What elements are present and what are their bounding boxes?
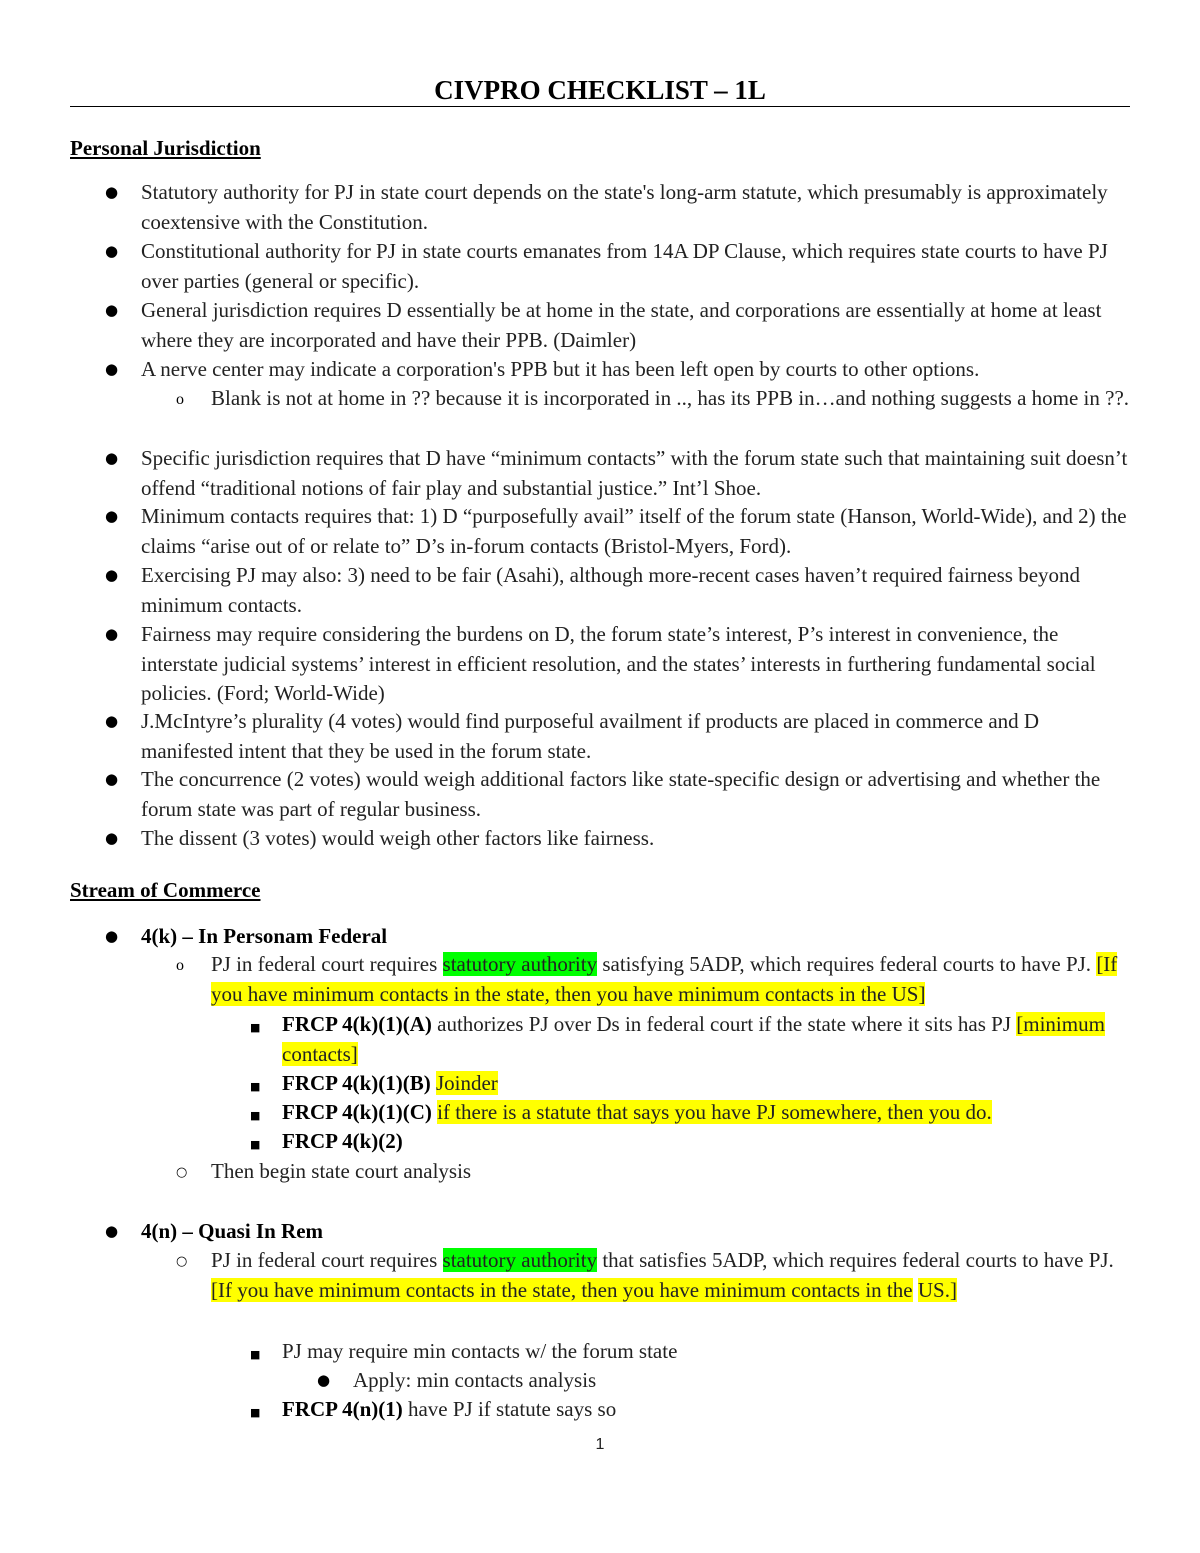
highlight-yellow: [If you have minimum contacts in the state, then you have minimum contacts in the US] bbox=[211, 952, 1118, 1006]
list-item: ● Statutory authority for PJ in state court depends on the state's long-arm statute, which presumably is approximately coextensive with the Constitution. bbox=[105, 180, 1108, 234]
bullet-circle-icon: o bbox=[176, 957, 184, 974]
list-item: ○ Then begin state court analysis bbox=[211, 1157, 1130, 1187]
list-item: ● The dissent (3 votes) would weigh other factors like fairness. bbox=[141, 824, 1130, 854]
highlight-green: statutory authority bbox=[442, 1248, 598, 1272]
list-item: o Blank is not at home in ?? because it is incorporated in .., has its PPB in…and nothing suggests a home in ??. bbox=[211, 384, 1130, 414]
list-item: ● The concurrence (2 votes) would weigh additional factors like state-specific design or advertising and whether the forum state was part of regular business. bbox=[105, 767, 1101, 821]
section-heading-personal-jurisdiction: Personal Jurisdiction bbox=[70, 136, 261, 160]
bullet-circle-bold-icon: ○ bbox=[176, 1165, 188, 1180]
list-item bbox=[105, 922, 1130, 952]
bullet-square-icon: ■ bbox=[250, 1406, 261, 1419]
list-item: ● Constitutional authority for PJ in state courts emanates from 14A DP Clause, which requires state courts to have PJ over parties (general or specific). bbox=[105, 239, 1108, 293]
list-item: ■ FRCP 4(k)(1)(A) authorizes PJ over Ds in federal court if the state where it sits has PJ [minimum contacts] bbox=[250, 1012, 1105, 1066]
bullet-dot-icon: ● bbox=[105, 829, 119, 847]
bullet-square-icon: ■ bbox=[250, 1109, 261, 1122]
list-item: ● J.McIntyre’s plurality (4 votes) would find purposeful availment if products are placed in commerce and D manifested intent that they be used in the forum state. bbox=[105, 709, 1040, 763]
bullet-dot-icon: ● bbox=[105, 507, 119, 525]
subsection-heading-4k: 4(k) – In Personam Federal bbox=[141, 924, 388, 948]
bullet-dot-icon: ● bbox=[105, 242, 119, 260]
list-item: ● Fairness may require considering the burdens on D, the forum state’s interest, P’s interest in convenience, the interstate judicial systems’ interest in efficient resolution, and the states’ interests in furthering fundamental social policies. (Ford; World-Wide) bbox=[105, 622, 1096, 705]
list-item: ● General jurisdiction requires D essentially be at home in the state, and corporations are essentially at home at least where they are incorporated and have their PPB. (Daimler) bbox=[105, 298, 1102, 352]
list-item: ● Specific jurisdiction requires that D have “minimum contacts” with the forum state such that maintaining suit doesn’t offend “traditional notions of fair play and substantial justice.” Int’l Shoe. bbox=[105, 446, 1128, 500]
list-item: ■ FRCP 4(k)(1)(C) if there is a statute that says you have PJ somewhere, then you do. bbox=[282, 1098, 1130, 1128]
subsection-heading-4n: 4(n) – Quasi In Rem bbox=[141, 1219, 324, 1243]
bullet-square-icon: ■ bbox=[250, 1348, 261, 1361]
bullet-dot-icon: ● bbox=[105, 625, 119, 643]
highlight-yellow: Joinder bbox=[435, 1071, 498, 1095]
list-item: ○ PJ in federal court requires statutory authority that satisfies 5ADP, which requires federal courts to have PJ. [If you have minimum contacts in the state, then you have minimum contacts in the US.] bbox=[176, 1248, 1114, 1302]
highlight-yellow: [If you have minimum contacts in the state, then you have minimum contacts in the bbox=[211, 1277, 913, 1302]
bullet-dot-icon: ● bbox=[105, 360, 119, 378]
bullet-circle-bold-icon: ○ bbox=[176, 1254, 188, 1269]
bullet-square-icon: ■ bbox=[250, 1021, 261, 1034]
list-item: ■ FRCP 4(k)(2) bbox=[282, 1127, 1130, 1157]
highlight-yellow: if there is a statute that says you have PJ somewhere, then you do. bbox=[437, 1100, 992, 1124]
section-heading-stream-of-commerce: Stream of Commerce bbox=[70, 878, 261, 902]
list-item: ■ FRCP 4(n)(1) have PJ if statute says so bbox=[282, 1395, 1130, 1425]
bullet-dot-icon: ● bbox=[105, 566, 119, 584]
bullet-dot-icon: ● bbox=[105, 301, 119, 319]
document-title: CIVPRO CHECKLIST – 1L bbox=[434, 75, 766, 105]
page-number: 1 bbox=[595, 1436, 605, 1453]
bullet-dot-icon: ● bbox=[105, 712, 119, 730]
bullet-dot-icon: ● bbox=[105, 449, 119, 467]
bullet-dot-icon: ● bbox=[105, 183, 119, 201]
bullet-dot-icon: ● bbox=[105, 770, 119, 788]
list-item: o PJ in federal court requires statutory authority satisfying 5ADP, which requires federal courts to have PJ. [If you have minimum contacts in the state, then you have minimum contacts in the US] bbox=[176, 952, 1118, 1006]
highlight-green: statutory authority bbox=[442, 952, 598, 976]
bullet-square-icon: ■ bbox=[250, 1080, 261, 1093]
title-rule bbox=[70, 106, 1130, 107]
bullet-circle-icon: o bbox=[176, 391, 184, 408]
list-item: ● Minimum contacts requires that: 1) D “purposefully avail” itself of the forum state (Hanson, World-Wide), and 2) the claims “arise out of or relate to” D’s in-forum contacts (Bristol-Myers, Ford). bbox=[105, 504, 1127, 558]
list-item: ■ FRCP 4(k)(1)(B) Joinder bbox=[282, 1069, 1130, 1099]
list-item: ● Apply: min contacts analysis bbox=[353, 1366, 1130, 1396]
bullet-dot-icon: ● bbox=[105, 1222, 119, 1240]
list-item: ● Exercising PJ may also: 3) need to be fair (Asahi), although more-recent cases haven’t required fairness beyond minimum contacts. bbox=[105, 563, 1081, 617]
bullet-dot-icon: ● bbox=[317, 1371, 331, 1389]
highlight-yellow: [minimum contacts] bbox=[282, 1012, 1105, 1066]
list-item: ■ PJ may require min contacts w/ the forum state bbox=[282, 1337, 1130, 1367]
bullet-square-icon: ■ bbox=[250, 1138, 261, 1151]
highlight-yellow: US.] bbox=[917, 1277, 957, 1302]
list-item: ● A nerve center may indicate a corporation's PPB but it has been left open by courts to other options. bbox=[141, 355, 1130, 385]
bullet-dot-icon: ● bbox=[105, 927, 119, 945]
list-item bbox=[105, 1217, 1130, 1247]
